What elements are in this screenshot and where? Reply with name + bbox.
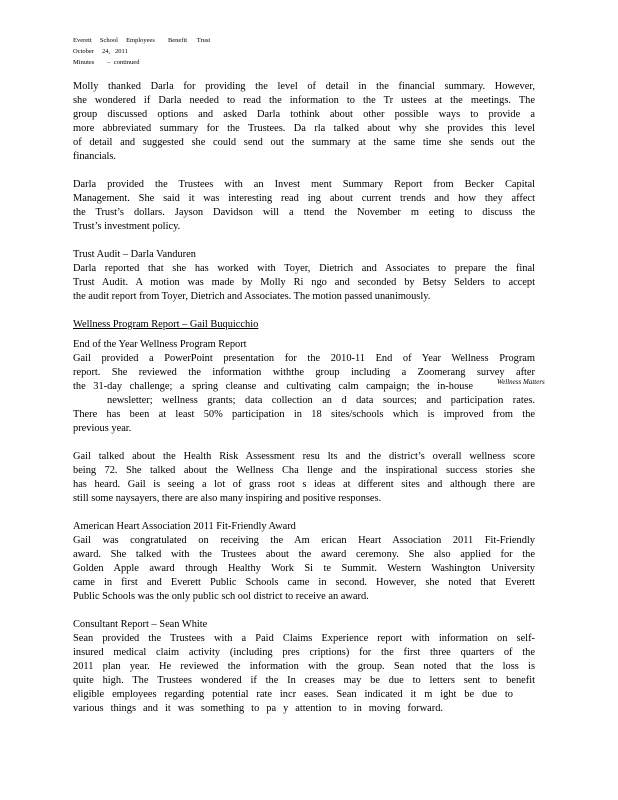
text-line: quite high. The Trustees wondered if the In creases may be due to letters sent to benefit (73, 675, 535, 686)
text-line: still some naysayers, there are also many inspiring and positive responses. (73, 493, 382, 504)
text-line: report. She reviewed the information withthe group including a Zoomerang survey after (73, 367, 535, 378)
text-line: Management. She said it was interesting read ing about current trends and how they affect (73, 193, 535, 204)
text-line: Gail provided a PowerPoint presentation for the 2010-11 End of Year Wellness Program (73, 353, 535, 364)
text-line: various things and it was something to pa y attention to in moving forward. (73, 703, 443, 714)
header-line-3: Minutes – continued (73, 59, 140, 66)
text-line: eligible employees regarding potential rate incr eases. Sean indicated it m ight be due to (73, 689, 513, 700)
section-heading: Trust Audit – Darla Vanduren (73, 249, 196, 260)
text-line: Gail was congratulated on receiving the Am erican Heart Association 2011 Fit-Friendly (73, 535, 535, 546)
text-line: Darla reported that she has worked with Toyer, Dietrich and Associates to prepare the final (73, 263, 535, 274)
text-line: came in first and Everett Public Schools came in second. However, she noted that Everett (73, 577, 535, 588)
text-line: award. She talked with the Trustees about the award ceremony. She also applied for the (73, 549, 535, 560)
section-heading: American Heart Association 2011 Fit-Friendly Award (73, 521, 296, 532)
section-heading: Consultant Report – Sean White (73, 619, 208, 630)
text-line: the 31-day challenge; a spring cleanse and cultivating calm campaign; the in-house (73, 381, 473, 392)
text-line: the audit report from Toyer, Dietrich and Associates. The motion passed unanimously. (73, 291, 431, 302)
text-line: group discussed options and asked Darla tothink about other possible ways to provide a (73, 109, 535, 120)
text-line: Trust’s investment policy. (73, 221, 181, 232)
text-line: 2011 plan year. He reviewed the information with the group. Sean noted that the loss is (73, 661, 535, 672)
text-line: financials. (73, 151, 116, 162)
text-line: Gail talked about the Health Risk Assessment resu lts and the district’s overall wellness score (73, 451, 535, 462)
text-line: she wondered if Darla needed to read the information to the Tr ustees at the meetings. The (73, 95, 535, 106)
text-line: more abbreviated summary for the Trustees. Da rla talked about why she provides this level (73, 123, 535, 134)
text-line: has heard. Gail is seeing a lot of grass root s ideas at different sites and although there are (73, 479, 535, 490)
text-line: Darla provided the Trustees with an Invest ment Summary Report from Becker Capital (73, 179, 535, 190)
section-heading: Wellness Program Report – Gail Buquicchio (73, 319, 259, 330)
text-line: Public Schools was the only public sch ool district to receive an award. (73, 591, 369, 602)
text-line: previous year. (73, 423, 132, 434)
text-line: Golden Apple award through Healthy Work Si te Summit. Western Washington University (73, 563, 535, 574)
text-line: There has been at least 50% participation in 18 sites/schools which is improved from the (73, 409, 535, 420)
text-line: Sean provided the Trustees with a Paid Claims Experience report with information on self- (73, 633, 535, 644)
header-line-1: Everett School Employees Benefit Trust (73, 37, 211, 44)
subsection-heading: End of the Year Wellness Program Report (73, 339, 247, 350)
text-line: Molly thanked Darla for providing the level of detail in the financial summary. However, (73, 81, 535, 92)
header-line-2: October 24, 2011 (73, 48, 128, 55)
text-line: the Trust’s dollars. Jayson Davidson will a ttend the November m eeting to discuss the (73, 207, 535, 218)
text-line: newsletter; wellness grants; data collection an d data sources; and participation rates. (107, 395, 535, 406)
text-line: insured medical claim activity (including pres criptions) for the first three quarters of the (73, 647, 535, 658)
text-line: of detail and suggested she could send out the summary at the same time she sends out the (73, 137, 535, 148)
text-line: being 72. She talked about the Wellness Cha llenge and the inspirational success stories she (73, 465, 535, 476)
newsletter-name: Wellness Matters (497, 378, 545, 386)
text-line: Trust Audit. A motion was made by Molly Ri ngo and seconded by Betsy Selders to accept (73, 277, 535, 288)
